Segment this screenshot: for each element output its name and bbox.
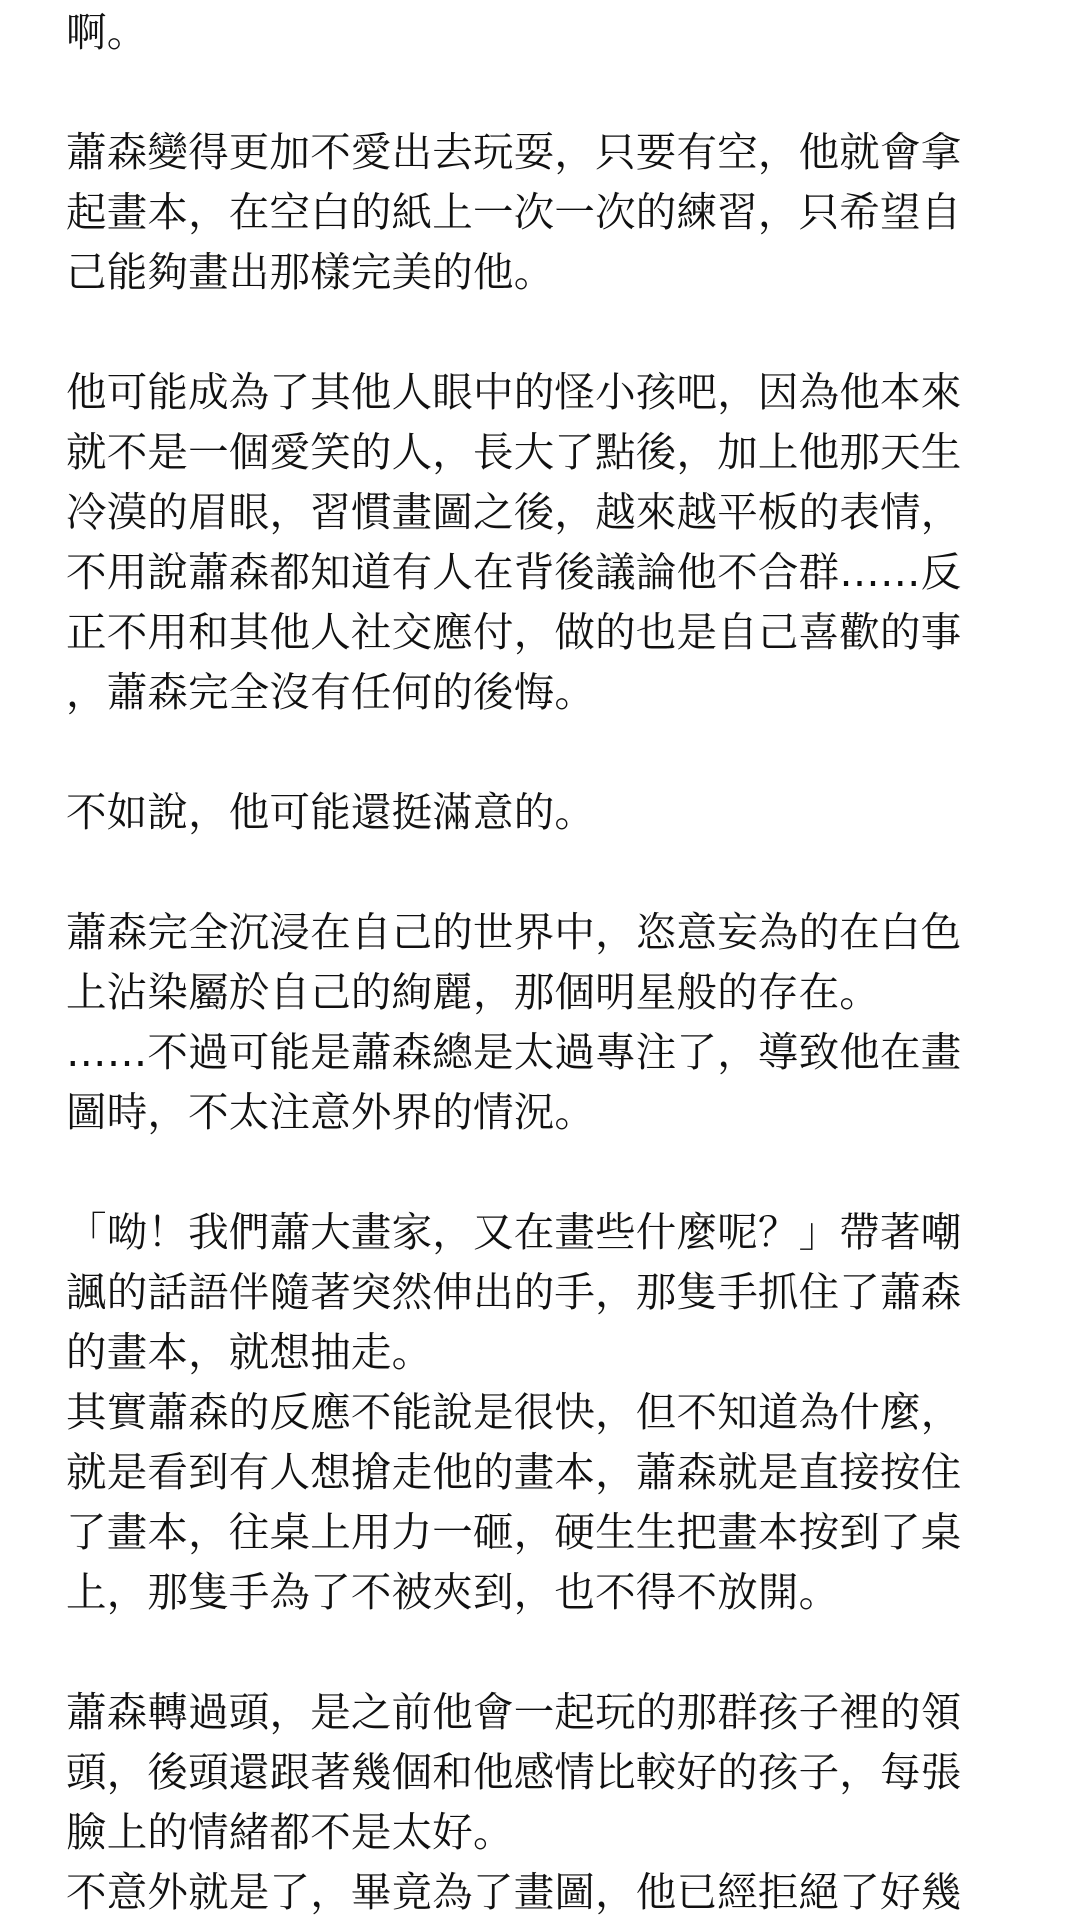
- text-line: 「呦！我們蕭大畫家，又在畫些什麼呢？」帶著嘲: [66, 1208, 962, 1256]
- text-line: 不用說蕭森都知道有人在背後議論他不合群……反: [66, 548, 962, 596]
- text-line: 上，那隻手為了不被夾到，也不得不放開。: [66, 1568, 840, 1616]
- text-line: 上沾染屬於自己的絢麗，那個明星般的存在。: [66, 968, 880, 1016]
- text-line: 的畫本，就想抽走。: [66, 1328, 433, 1376]
- text-line: 正不用和其他人社交應付，做的也是自己喜歡的事: [66, 608, 962, 656]
- text-line: 啊。: [66, 8, 148, 56]
- text-line: 就是看到有人想搶走他的畫本，蕭森就是直接按住: [66, 1448, 962, 1496]
- text-line: 起畫本，在空白的紙上一次一次的練習，只希望自: [66, 188, 962, 236]
- text-line: 圖時，不太注意外界的情況。: [66, 1088, 596, 1136]
- text-line: 諷的話語伴隨著突然伸出的手，那隻手抓住了蕭森: [66, 1268, 962, 1316]
- text-line: 就不是一個愛笑的人，長大了點後，加上他那天生: [66, 428, 962, 476]
- text-line: 了畫本，往桌上用力一砸，硬生生把畫本按到了桌: [66, 1508, 962, 1556]
- text-line: 蕭森變得更加不愛出去玩耍，只要有空，他就會拿: [66, 128, 962, 176]
- text-line: 其實蕭森的反應不能說是很快，但不知道為什麼，: [66, 1388, 962, 1436]
- text-line: 冷漠的眉眼，習慣畫圖之後，越來越平板的表情，: [66, 488, 962, 536]
- text-line: 頭，後頭還跟著幾個和他感情比較好的孩子，每張: [66, 1748, 962, 1796]
- text-line: ……不過可能是蕭森總是太過專注了，導致他在畫: [66, 1028, 962, 1076]
- text-line: 蕭森完全沉浸在自己的世界中，恣意妄為的在白色: [66, 908, 962, 956]
- text-line: 不意外就是了，畢竟為了畫圖，他已經拒絕了好幾: [66, 1868, 962, 1916]
- text-line: 己能夠畫出那樣完美的他。: [66, 248, 555, 296]
- text-line: ，蕭森完全沒有任何的後悔。: [66, 668, 596, 716]
- text-line: 蕭森轉過頭，是之前他會一起玩的那群孩子裡的領: [66, 1688, 962, 1736]
- text-line: 臉上的情緒都不是太好。: [66, 1808, 514, 1856]
- text-line: 不如說，他可能還挺滿意的。: [66, 788, 596, 836]
- text-line: 他可能成為了其他人眼中的怪小孩吧，因為他本來: [66, 368, 962, 416]
